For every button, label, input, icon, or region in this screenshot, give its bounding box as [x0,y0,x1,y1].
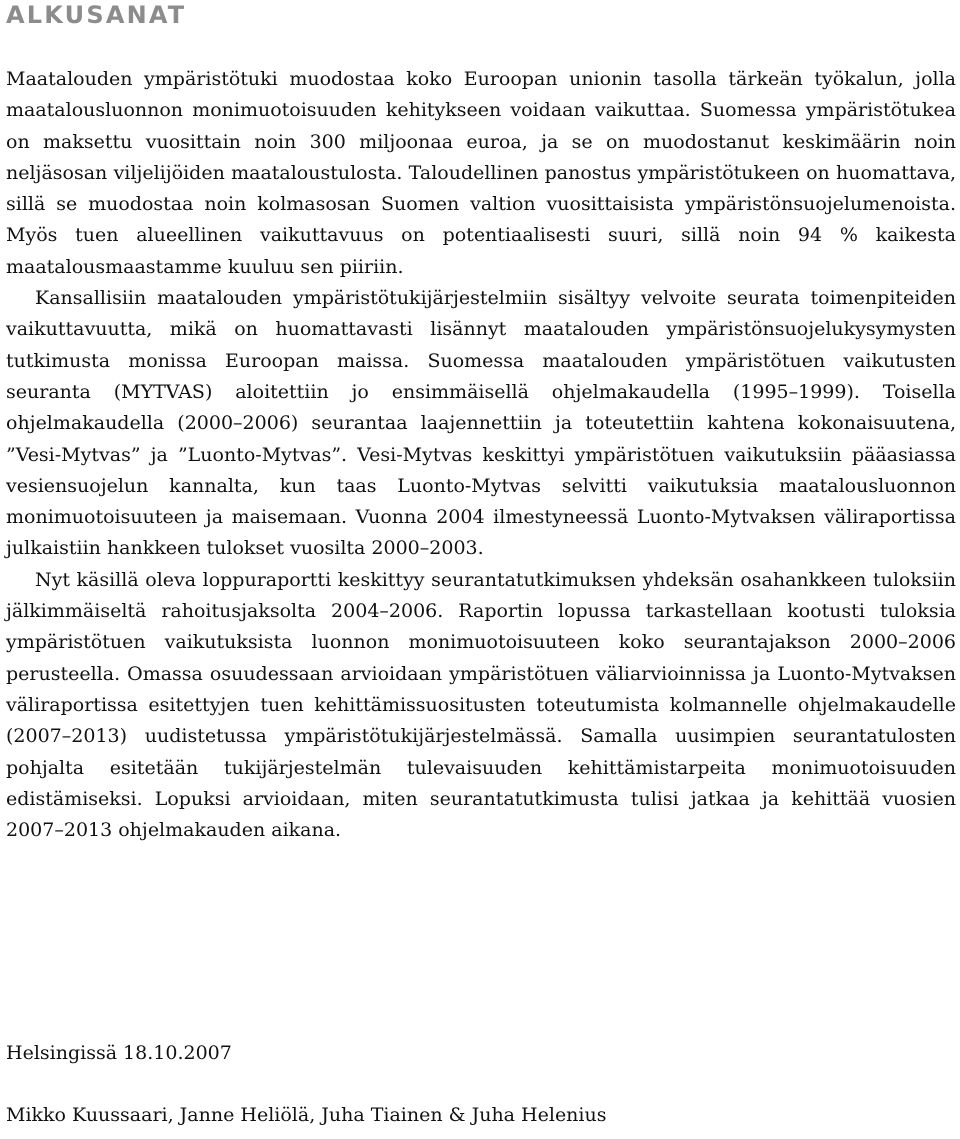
paragraph-1: Maatalouden ympäristötuki muodostaa koko Euroopan unionin tasolla tärkeän työkalun, jolla maatalousluonnon monimuotoisuuden kehitykseen voidaan vaikuttaa. Suomessa ympäristötukea on maksettu vuosittain noin 300 miljoonaa euroa, ja se on muodostanut keskimäärin noin neljäsosan viljelijöiden maataloustulosta. Taloudellinen panostus ympäristötukeen on huomattava, sillä se muodostaa noin kolmasosan Suomen valtion vuosittaisista ympäristönsuojelumenoista. Myös tuen alueellinen vaikuttavuus on potentiaalisesti suuri, sillä noin 94 % kaikesta maatalousmaastamme kuuluu sen piiriin. [6,68,956,278]
document-page [6,0,956,1139]
page-title: ALKUSANAT [6,1,187,29]
paragraph-2: Kansallisiin maatalouden ympäristötukijärjestelmiin sisältyy velvoite seurata toimenpiteiden vaikuttavuutta, mikä on huomattavasti lisännyt maatalouden ympäristönsuojelukysymysten tutkimusta monissa Euroopan maissa. Suomessa maatalouden ympäristötuen vaikutusten seuranta (MYTVAS) aloitettiin jo ensimmäisellä ohjelmakaudella (1995–1999). Toisella ohjelmakaudella (2000–2006) seurantaa laajennettiin ja toteutettiin kahtena kokonaisuutena, ”Vesi-Mytvas” ja ”Luonto-Mytvas”. Vesi-Mytvas keskittyi ympäristötuen vaikutuksiin pääasiassa vesiensuojelun kannalta, kun taas Luonto-Mytvas selvitti vaikutuksia maatalousluonnon monimuotoisuuteen ja maisemaan. Vuonna 2004 ilmestyneessä Luonto-Mytvaksen väliraportissa julkaistiin hankkeen tulokset vuosilta 2000–2003. [6,287,956,560]
preface-body [6,64,956,846]
paragraph-3: Nyt käsillä oleva loppuraportti keskittyy seurantatutkimuksen yhdeksän osahankkeen tuloksiin jälkimmäiseltä rahoitusjaksolta 2004–2006. Raportin lopussa tarkastellaan kootusti tuloksia ympäristötuen vaikutuksista luonnon monimuotoisuuteen koko seurantajakson 2000–2006 perusteella. Omassa osuudessaan arvioidaan ympäristötuen väliarvioinnissa ja Luonto-Mytvaksen väliraportissa esitettyjen tuen kehittämissuositusten toteutumista kolmannelle ohjelmakaudelle (2007–2013) uudistetussa ympäristötukijärjestelmässä. Samalla uusimpien seurantatulosten pohjalta esitetään tukijärjestelmän tulevaisuuden kehittämistarpeita monimuotoisuuden edistämiseksi. Lopuksi arvioidaan, miten seurantatutkimusta tulisi jatkaa ja kehittää vuosien 2007–2013 ohjelmakauden aikana. [6,568,956,842]
authors-signature: Mikko Kuussaari, Janne Heliölä, Juha Tiainen & Juha Helenius [6,1104,607,1126]
place-and-date: Helsingissä 18.10.2007 [6,1042,232,1064]
